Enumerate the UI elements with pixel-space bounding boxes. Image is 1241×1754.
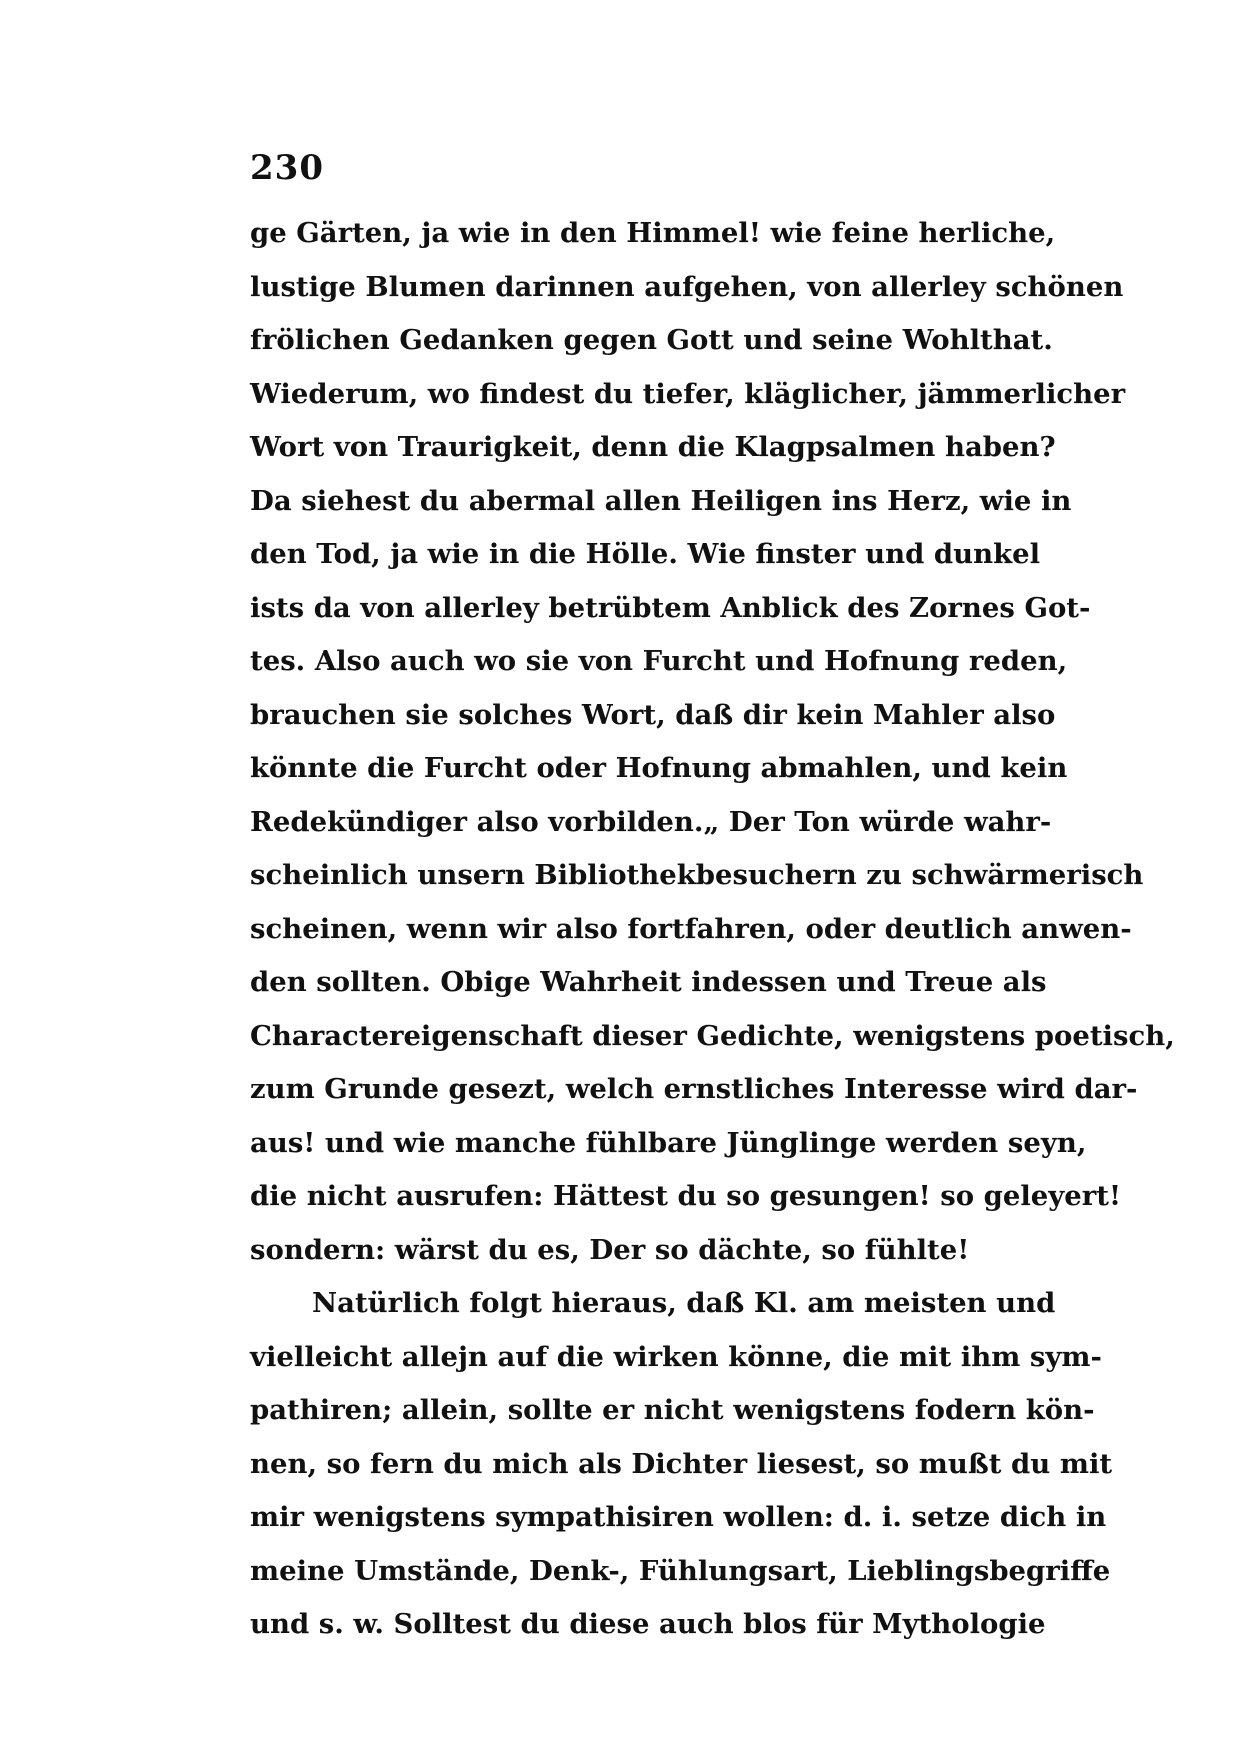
text-line: Wiederum, wo findest du tiefer, kläglicher, jämmerlicher bbox=[250, 377, 1126, 410]
text-line: scheinen, wenn wir also fortfahren, oder deutlich anwen- bbox=[250, 912, 1132, 945]
text-line: Charactereigenschaft dieser Gedichte, wenigstens poetisch, bbox=[250, 1019, 1175, 1052]
text-line: nen, so fern du mich als Dichter liesest, so mußt du mit bbox=[250, 1447, 1113, 1480]
text-line: zum Grunde gesezt, welch ernstliches Interesse wird dar- bbox=[250, 1073, 1138, 1105]
text-line: meine Umstände, Denk-, Fühlungsart, Lieblingsbegriffe bbox=[250, 1554, 1111, 1587]
text-line: den Tod, ja wie in die Hölle. Wie finster und dunkel bbox=[250, 538, 1041, 570]
text-line: ge Gärten, ja wie in den Himmel! wie feine herliche, bbox=[250, 217, 1056, 249]
text-line: könnte die Furcht oder Hofnung abmahlen, und kein bbox=[250, 752, 1068, 784]
text-line: vielleicht allejn auf die wirken könne, die mit ihm sym- bbox=[250, 1340, 1102, 1373]
text-line: tes. Also auch wo sie von Furcht und Hofnung reden, bbox=[250, 645, 1068, 677]
text-line: Natürlich folgt hieraus, daß Kl. am meisten und bbox=[312, 1287, 1056, 1319]
text-line: die nicht ausrufen: Hättest du so gesungen! so geleyert! bbox=[250, 1180, 1122, 1212]
text-line: brauchen sie solches Wort, daß dir kein Mahler also bbox=[250, 698, 1056, 731]
text-line: und s. w. Solltest du diese auch blos für Mythologie bbox=[250, 1608, 1046, 1640]
text-line: sondern: wärst du es, Der so dächte, so fühlte! bbox=[250, 1233, 970, 1266]
text-line: lustige Blumen darinnen aufgehen, von allerley schönen bbox=[250, 270, 1124, 303]
text-line: ists da von allerley betrübtem Anblick des Zornes Got- bbox=[250, 591, 1091, 624]
text-line: aus! und wie manche fühlbare Jünglinge werden seyn, bbox=[250, 1126, 1087, 1159]
text-line: frölichen Gedanken gegen Gott und seine Wohlthat. bbox=[250, 324, 1053, 356]
text-line: den sollten. Obige Wahrheit indessen und Treue als bbox=[250, 966, 1047, 998]
text-line: pathiren; allein, sollte er nicht wenigstens fodern kön- bbox=[250, 1394, 1095, 1426]
body-text bbox=[250, 207, 1175, 1652]
text-line: Redekündiger also vorbilden.„ Der Ton würde wahr- bbox=[250, 805, 1052, 838]
page-number: 230 bbox=[250, 148, 324, 188]
text-line: mir wenigstens sympathisiren wollen: d. i. setze dich in bbox=[250, 1501, 1107, 1533]
text-line: Wort von Traurigkeit, denn die Klagpsalmen haben? bbox=[250, 431, 1056, 463]
text-line: scheinlich unsern Bibliothekbesuchern zu schwärmerisch bbox=[250, 859, 1144, 891]
text-line: Da siehest du abermal allen Heiligen ins Herz, wie in bbox=[250, 484, 1072, 517]
